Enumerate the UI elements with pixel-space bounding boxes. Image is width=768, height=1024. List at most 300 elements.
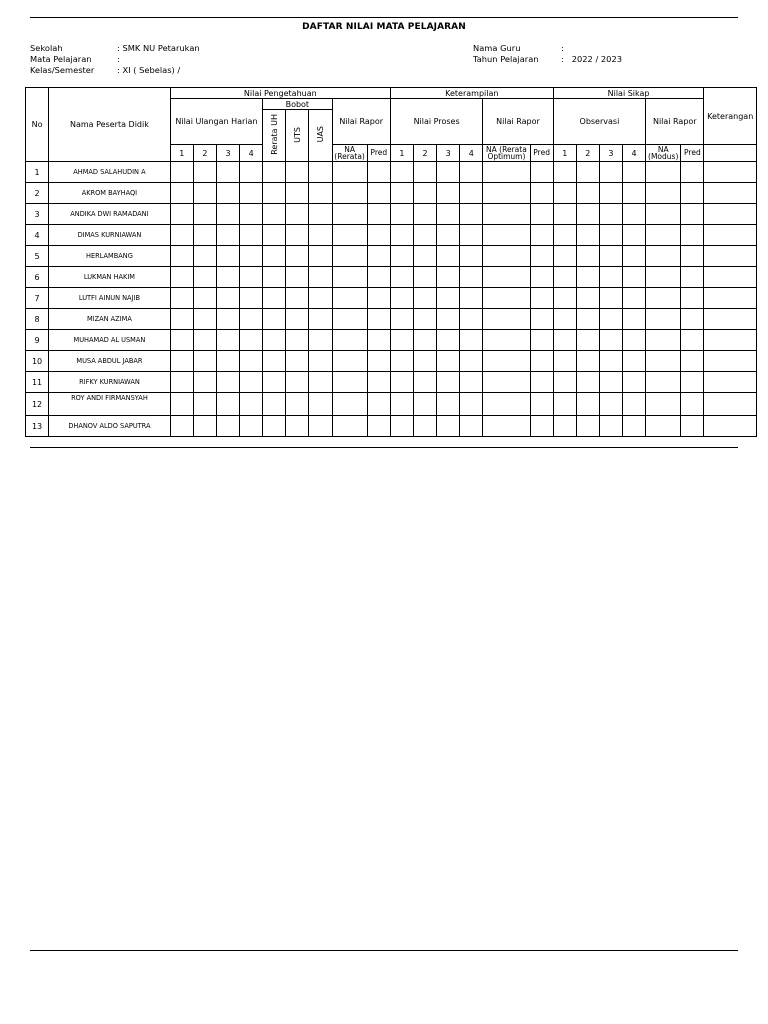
grade-cell[interactable] [483, 267, 530, 288]
grade-cell[interactable] [216, 416, 239, 437]
grade-cell[interactable] [530, 225, 553, 246]
grade-cell[interactable] [390, 183, 413, 204]
grade-cell[interactable] [332, 288, 367, 309]
grade-cell[interactable] [263, 393, 286, 416]
grade-cell[interactable] [263, 162, 286, 183]
grade-cell[interactable] [286, 372, 309, 393]
grade-cell[interactable] [240, 309, 263, 330]
grade-cell[interactable] [681, 183, 704, 204]
grade-cell[interactable] [460, 330, 483, 351]
grade-cell[interactable] [367, 330, 390, 351]
grade-cell[interactable] [483, 309, 530, 330]
grade-cell[interactable] [460, 309, 483, 330]
grade-cell[interactable] [216, 351, 239, 372]
grade-cell[interactable] [530, 162, 553, 183]
grade-cell[interactable] [646, 225, 681, 246]
grade-cell[interactable] [170, 183, 193, 204]
grade-cell[interactable] [599, 246, 622, 267]
grade-cell[interactable] [646, 267, 681, 288]
grade-cell[interactable] [240, 246, 263, 267]
grade-cell[interactable] [437, 330, 460, 351]
grade-cell[interactable] [309, 416, 332, 437]
grade-cell[interactable] [646, 309, 681, 330]
grade-cell[interactable] [576, 267, 599, 288]
grade-cell[interactable] [704, 267, 757, 288]
grade-cell[interactable] [367, 204, 390, 225]
grade-cell[interactable] [367, 162, 390, 183]
grade-cell[interactable] [193, 162, 216, 183]
grade-cell[interactable] [623, 183, 646, 204]
grade-cell[interactable] [332, 225, 367, 246]
grade-cell[interactable] [681, 162, 704, 183]
grade-cell[interactable] [483, 351, 530, 372]
row-number: 3 [26, 204, 49, 225]
grade-cell[interactable] [530, 351, 553, 372]
grade-cell[interactable] [553, 288, 576, 309]
grade-cell[interactable] [681, 393, 704, 416]
grade-cell[interactable] [623, 351, 646, 372]
grade-cell[interactable] [263, 267, 286, 288]
grade-cell[interactable] [309, 330, 332, 351]
grade-cell[interactable] [367, 225, 390, 246]
grade-cell[interactable] [240, 416, 263, 437]
grade-cell[interactable] [530, 309, 553, 330]
grade-cell[interactable] [460, 288, 483, 309]
grade-cell[interactable] [704, 225, 757, 246]
grade-cell[interactable] [530, 246, 553, 267]
grade-cell[interactable] [240, 330, 263, 351]
grade-cell[interactable] [240, 225, 263, 246]
grade-cell[interactable] [390, 246, 413, 267]
grade-cell[interactable] [530, 416, 553, 437]
grade-cell[interactable] [623, 267, 646, 288]
row-number: 5 [26, 246, 49, 267]
grade-cell[interactable] [704, 246, 757, 267]
student-name: MUSA ABDUL JABAR [49, 351, 171, 372]
grade-cell[interactable] [599, 225, 622, 246]
grade-cell[interactable] [193, 351, 216, 372]
grade-cell[interactable] [286, 416, 309, 437]
grade-cell[interactable] [576, 183, 599, 204]
grade-cell[interactable] [332, 246, 367, 267]
grade-cell[interactable] [530, 372, 553, 393]
grade-cell[interactable] [623, 225, 646, 246]
grade-cell[interactable] [390, 204, 413, 225]
grade-cell[interactable] [332, 309, 367, 330]
grade-cell[interactable] [646, 162, 681, 183]
grade-cell[interactable] [553, 309, 576, 330]
grade-cell[interactable] [646, 204, 681, 225]
grade-cell[interactable] [460, 183, 483, 204]
grade-cell[interactable] [599, 267, 622, 288]
grade-cell[interactable] [646, 372, 681, 393]
grade-cell[interactable] [681, 267, 704, 288]
grade-cell[interactable] [413, 225, 436, 246]
grade-cell[interactable] [437, 267, 460, 288]
grade-cell[interactable] [460, 246, 483, 267]
grade-cell[interactable] [193, 372, 216, 393]
grade-cell[interactable] [413, 351, 436, 372]
grade-cell[interactable] [437, 393, 460, 416]
grade-cell[interactable] [193, 183, 216, 204]
grade-cell[interactable] [390, 162, 413, 183]
grade-cell[interactable] [332, 267, 367, 288]
grade-cell[interactable] [599, 372, 622, 393]
grade-cell[interactable] [437, 183, 460, 204]
grade-cell[interactable] [646, 416, 681, 437]
grade-cell[interactable] [460, 351, 483, 372]
grade-cell[interactable] [286, 267, 309, 288]
grade-cell[interactable] [309, 225, 332, 246]
grade-cell[interactable] [437, 351, 460, 372]
grade-cell[interactable] [216, 288, 239, 309]
grade-cell[interactable] [332, 393, 367, 416]
grade-cell[interactable] [170, 309, 193, 330]
grade-cell[interactable] [704, 330, 757, 351]
grade-cell[interactable] [483, 183, 530, 204]
header-keterangan-sub [704, 145, 757, 162]
grade-cell[interactable] [413, 162, 436, 183]
grade-cell[interactable] [576, 309, 599, 330]
grade-cell[interactable] [413, 309, 436, 330]
grade-cell[interactable] [216, 225, 239, 246]
grade-cell[interactable] [170, 372, 193, 393]
grade-cell[interactable] [576, 330, 599, 351]
grade-cell[interactable] [623, 372, 646, 393]
grade-cell[interactable] [390, 330, 413, 351]
grade-cell[interactable] [681, 288, 704, 309]
grade-cell[interactable] [483, 393, 530, 416]
grade-cell[interactable] [460, 372, 483, 393]
grade-cell[interactable] [216, 246, 239, 267]
grade-cell[interactable] [170, 162, 193, 183]
grade-cell[interactable] [599, 204, 622, 225]
grade-cell[interactable] [623, 309, 646, 330]
grade-cell[interactable] [286, 246, 309, 267]
grade-cell[interactable] [367, 393, 390, 416]
grade-cell[interactable] [576, 225, 599, 246]
grade-cell[interactable] [576, 204, 599, 225]
grade-cell[interactable] [193, 416, 216, 437]
grade-cell[interactable] [390, 309, 413, 330]
grade-cell[interactable] [437, 162, 460, 183]
grade-cell[interactable] [193, 204, 216, 225]
grade-cell[interactable] [216, 309, 239, 330]
grade-cell[interactable] [704, 309, 757, 330]
grade-cell[interactable] [286, 393, 309, 416]
row-number: 2 [26, 183, 49, 204]
grade-cell[interactable] [704, 288, 757, 309]
grade-cell[interactable] [309, 288, 332, 309]
grade-cell[interactable] [460, 225, 483, 246]
grade-cell[interactable] [309, 267, 332, 288]
grade-cell[interactable] [390, 351, 413, 372]
grade-cell[interactable] [240, 267, 263, 288]
grade-cell[interactable] [681, 372, 704, 393]
grade-cell[interactable] [332, 416, 367, 437]
grade-cell[interactable] [413, 246, 436, 267]
grade-cell[interactable] [576, 288, 599, 309]
grade-cell[interactable] [623, 162, 646, 183]
grade-cell[interactable] [623, 416, 646, 437]
grade-cell[interactable] [332, 162, 367, 183]
grade-cell[interactable] [263, 288, 286, 309]
grade-cell[interactable] [704, 183, 757, 204]
grade-cell[interactable] [413, 416, 436, 437]
grade-cell[interactable] [576, 416, 599, 437]
grade-cell[interactable] [286, 183, 309, 204]
grade-cell[interactable] [309, 162, 332, 183]
grade-cell[interactable] [216, 393, 239, 416]
grade-cell[interactable] [413, 393, 436, 416]
grade-cell[interactable] [646, 351, 681, 372]
grade-cell[interactable] [437, 288, 460, 309]
grade-cell[interactable] [576, 393, 599, 416]
grade-cell[interactable] [240, 204, 263, 225]
grade-cell[interactable] [193, 246, 216, 267]
grade-cell[interactable] [530, 288, 553, 309]
grade-cell[interactable] [704, 204, 757, 225]
grade-cell[interactable] [623, 393, 646, 416]
grade-cell[interactable] [216, 330, 239, 351]
grade-cell[interactable] [553, 162, 576, 183]
grade-cell[interactable] [681, 416, 704, 437]
grade-cell[interactable] [681, 246, 704, 267]
grade-cell[interactable] [170, 225, 193, 246]
grade-cell[interactable] [599, 288, 622, 309]
grade-cell[interactable] [216, 162, 239, 183]
grade-cell[interactable] [309, 393, 332, 416]
grade-cell[interactable] [681, 309, 704, 330]
grade-cell[interactable] [240, 162, 263, 183]
grade-cell[interactable] [553, 351, 576, 372]
grade-cell[interactable] [483, 416, 530, 437]
grade-cell[interactable] [367, 246, 390, 267]
grade-cell[interactable] [576, 162, 599, 183]
grade-cell[interactable] [367, 309, 390, 330]
grade-cell[interactable] [437, 204, 460, 225]
grade-cell[interactable] [170, 351, 193, 372]
row-number: 11 [26, 372, 49, 393]
grade-cell[interactable] [216, 204, 239, 225]
grade-cell[interactable] [437, 246, 460, 267]
grade-cell[interactable] [332, 330, 367, 351]
grade-cell[interactable] [530, 204, 553, 225]
grade-cell[interactable] [623, 288, 646, 309]
grade-cell[interactable] [413, 372, 436, 393]
grade-cell[interactable] [413, 267, 436, 288]
info-label-kelas: Kelas/Semester [30, 65, 95, 75]
grade-cell[interactable] [367, 372, 390, 393]
grade-cell[interactable] [576, 351, 599, 372]
grade-cell[interactable] [170, 267, 193, 288]
grade-cell[interactable] [286, 225, 309, 246]
grade-cell[interactable] [623, 246, 646, 267]
grade-cell[interactable] [553, 393, 576, 416]
grade-cell[interactable] [599, 183, 622, 204]
grade-cell[interactable] [367, 267, 390, 288]
grade-cell[interactable] [460, 162, 483, 183]
grade-cell[interactable] [367, 351, 390, 372]
grade-cell[interactable] [413, 288, 436, 309]
grade-cell[interactable] [623, 330, 646, 351]
grade-cell[interactable] [263, 183, 286, 204]
grade-cell[interactable] [367, 183, 390, 204]
grade-cell[interactable] [599, 393, 622, 416]
grade-cell[interactable] [437, 309, 460, 330]
grade-cell[interactable] [193, 288, 216, 309]
grade-cell[interactable] [170, 416, 193, 437]
grade-cell[interactable] [390, 288, 413, 309]
grade-cell[interactable] [309, 246, 332, 267]
grade-cell[interactable] [704, 393, 757, 416]
grade-cell[interactable] [193, 309, 216, 330]
grade-cell[interactable] [263, 351, 286, 372]
grade-cell[interactable] [286, 309, 309, 330]
row-number: 8 [26, 309, 49, 330]
grade-cell[interactable] [193, 330, 216, 351]
grade-cell[interactable] [681, 225, 704, 246]
grade-cell[interactable] [530, 183, 553, 204]
grade-cell[interactable] [704, 162, 757, 183]
grade-cell[interactable] [553, 204, 576, 225]
grade-cell[interactable] [704, 416, 757, 437]
grade-cell[interactable] [240, 393, 263, 416]
grade-cell[interactable] [460, 204, 483, 225]
grade-cell[interactable] [170, 330, 193, 351]
table-row [26, 309, 757, 330]
grade-cell[interactable] [309, 183, 332, 204]
grade-cell[interactable] [704, 372, 757, 393]
grade-cell[interactable] [553, 225, 576, 246]
grade-cell[interactable] [309, 351, 332, 372]
grade-cell[interactable] [286, 351, 309, 372]
header-nilai-rapor-sikap: Nilai Rapor [646, 99, 704, 145]
grade-cell[interactable] [576, 246, 599, 267]
grade-cell[interactable] [413, 183, 436, 204]
grade-cell[interactable] [309, 309, 332, 330]
grade-cell[interactable] [576, 372, 599, 393]
grade-cell[interactable] [413, 204, 436, 225]
grade-cell[interactable] [240, 183, 263, 204]
grade-cell[interactable] [332, 372, 367, 393]
grade-cell[interactable] [553, 416, 576, 437]
grade-cell[interactable] [413, 330, 436, 351]
grade-cell[interactable] [170, 246, 193, 267]
grade-cell[interactable] [553, 267, 576, 288]
grade-cell[interactable] [367, 288, 390, 309]
grade-cell[interactable] [263, 330, 286, 351]
grade-cell[interactable] [170, 288, 193, 309]
grade-cell[interactable] [460, 416, 483, 437]
grade-cell[interactable] [263, 372, 286, 393]
grade-cell[interactable] [553, 246, 576, 267]
grade-cell[interactable] [599, 416, 622, 437]
grade-cell[interactable] [681, 204, 704, 225]
grade-cell[interactable] [460, 267, 483, 288]
grade-cell[interactable] [367, 416, 390, 437]
grade-cell[interactable] [332, 183, 367, 204]
grade-cell[interactable] [623, 204, 646, 225]
grade-cell[interactable] [437, 372, 460, 393]
grade-cell[interactable] [530, 330, 553, 351]
grade-cell[interactable] [216, 267, 239, 288]
grade-cell[interactable] [193, 225, 216, 246]
grade-cell[interactable] [704, 351, 757, 372]
grade-cell[interactable] [646, 393, 681, 416]
grade-cell[interactable] [193, 267, 216, 288]
grade-cell[interactable] [530, 267, 553, 288]
grade-cell[interactable] [170, 204, 193, 225]
grade-cell[interactable] [263, 246, 286, 267]
grade-cell[interactable] [286, 288, 309, 309]
grade-cell[interactable] [646, 246, 681, 267]
header-observasi: Observasi [553, 99, 645, 145]
grade-cell[interactable] [390, 372, 413, 393]
info-label-sekolah: Sekolah [30, 43, 63, 53]
grade-cell[interactable] [216, 372, 239, 393]
grade-cell[interactable] [309, 204, 332, 225]
grade-cell[interactable] [437, 225, 460, 246]
grade-cell[interactable] [193, 393, 216, 416]
grade-cell[interactable] [263, 416, 286, 437]
grade-cell[interactable] [437, 416, 460, 437]
grade-cell[interactable] [286, 162, 309, 183]
grade-cell[interactable] [309, 372, 332, 393]
header-obs-4: 4 [623, 145, 646, 162]
grade-cell[interactable] [483, 288, 530, 309]
grade-cell[interactable] [599, 309, 622, 330]
grade-cell[interactable] [553, 372, 576, 393]
grade-cell[interactable] [286, 330, 309, 351]
grade-cell[interactable] [240, 372, 263, 393]
grade-cell[interactable] [216, 183, 239, 204]
grade-cell[interactable] [681, 351, 704, 372]
grade-cell[interactable] [263, 204, 286, 225]
grade-cell[interactable] [483, 225, 530, 246]
grade-cell[interactable] [483, 330, 530, 351]
grade-cell[interactable] [263, 225, 286, 246]
grade-cell[interactable] [240, 351, 263, 372]
grade-cell[interactable] [390, 225, 413, 246]
grade-cell[interactable] [263, 309, 286, 330]
grade-cell[interactable] [483, 372, 530, 393]
grade-cell[interactable] [240, 288, 263, 309]
row-number: 1 [26, 162, 49, 183]
grade-cell[interactable] [599, 162, 622, 183]
grade-cell[interactable] [483, 162, 530, 183]
grade-cell[interactable] [483, 246, 530, 267]
grade-cell[interactable] [681, 330, 704, 351]
grade-cell[interactable] [170, 393, 193, 416]
grade-cell[interactable] [390, 393, 413, 416]
grade-cell[interactable] [390, 267, 413, 288]
grade-cell[interactable] [530, 393, 553, 416]
grade-cell[interactable] [553, 330, 576, 351]
grade-cell[interactable] [286, 204, 309, 225]
grade-cell[interactable] [460, 393, 483, 416]
grade-cell[interactable] [599, 351, 622, 372]
grade-cell[interactable] [390, 416, 413, 437]
grade-cell[interactable] [599, 330, 622, 351]
grade-cell[interactable] [553, 183, 576, 204]
grade-cell[interactable] [646, 330, 681, 351]
grade-cell[interactable] [332, 204, 367, 225]
grade-cell[interactable] [483, 204, 530, 225]
grade-cell[interactable] [646, 183, 681, 204]
grade-cell[interactable] [332, 351, 367, 372]
grade-cell[interactable] [646, 288, 681, 309]
